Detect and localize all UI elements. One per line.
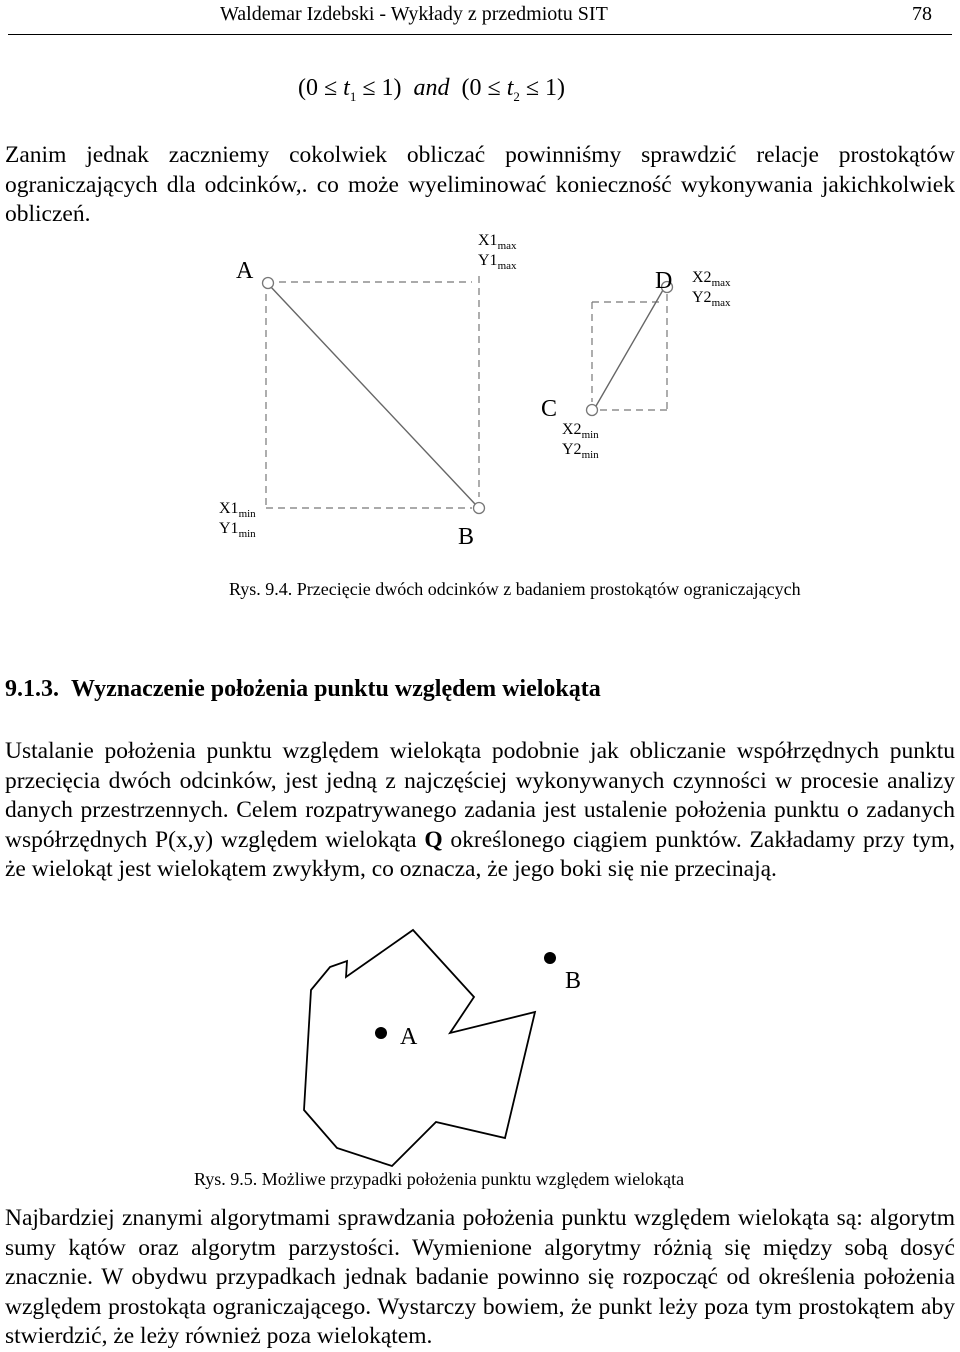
formula-subscript: 2 — [513, 88, 520, 104]
label-y2max: $Y2_{max}$ — [692, 289, 731, 310]
section-heading — [5, 676, 601, 703]
formula-operator: ≤ — [324, 75, 338, 101]
label-point-c: C — [541, 396, 558, 422]
page-number: 78 — [912, 3, 932, 25]
segment-cd — [596, 290, 663, 406]
label-point-a: A — [236, 258, 254, 284]
paragraph-point-in-polygon: Ustalanie położenia punktu względem wielokąta podobnie jak obliczanie współrzędnych punktu przecięcia dwóch odcinków, jest jedną z najczęściej wykonywanych czynności w procesie analizy danych przestrzennych. Celem rozpatrywanego zadania jest ustalenie położenia punktu o zadanych współrzędnych P(x,y) względem wielokąta Q określonego ciągiem punktów. Zakładamy przy tym, że wielokąt jest wielokątem zwykłym, co oznacza, że jego boki się nie przecinają. — [5, 738, 955, 882]
formula-operator: ≤ — [362, 75, 376, 101]
label-x1min: $X1_{min}$ — [219, 500, 256, 521]
formula-variable: t — [343, 75, 350, 101]
segment-ab — [270, 286, 475, 504]
figure1-caption: Rys. 9.4. Przecięcie dwóch odcinków z badaniem prostokątów ograniczających — [229, 579, 801, 599]
formula-subscript: 1 — [349, 88, 357, 104]
label-y1min: $Y1_{min}$ — [219, 520, 256, 541]
polygon-symbol: Q — [424, 826, 443, 853]
label-point-d: D — [655, 268, 673, 294]
formula-part: (0 — [298, 75, 318, 101]
formula-part: 1) — [381, 75, 402, 101]
formula-and: and — [413, 75, 450, 101]
label-y2min: $Y2_{min}$ — [562, 441, 599, 462]
header-title: Waldemar Izdebski - Wykłady z przedmiotu SIT — [220, 3, 608, 25]
formula-part: 1) — [545, 75, 566, 101]
paragraph-intro: Zanim jednak zaczniemy cokolwiek obliczać powinniśmy sprawdzić relacje prostokątów ograniczających dla odcinków,. co może wyeliminować konieczność wykonywania jakichkolwiek obliczeń. — [5, 142, 955, 227]
point-b-marker — [474, 503, 485, 514]
formula-operator: ≤ — [525, 75, 540, 101]
label-y1max: $Y1_{max}$ — [478, 252, 517, 273]
label-x2min: $X2_{min}$ — [562, 421, 599, 442]
formula-operator: ≤ — [487, 75, 501, 101]
point-a-marker — [263, 278, 274, 289]
section-title: Wyznaczenie położenia punktu względem wielokąta — [71, 676, 601, 702]
paragraph-algorithms: Najbardziej znanymi algorytmami sprawdzania położenia punktu względem wielokąta są: algorytm sumy kątów oraz algorytm parzystości. Wymienione algorytmy różnią się między sobą dosyć znacznie. W obydwu przypadkach jednak badanie powinno się rozpocząć od określenia położenia względem prostokąta ograniczającego. Wystarczy bowiem, że punkt leży poza tym prostokątem aby stwierdzić, że leży również poza wielokątem. — [5, 1205, 955, 1349]
label-point-b-fig2: B — [565, 968, 582, 994]
point-c-marker — [587, 405, 598, 416]
label-x1max: $X1_{max}$ — [478, 232, 517, 253]
section-number: 9.1.3. — [5, 676, 59, 702]
formula-variable: t — [506, 75, 514, 101]
label-point-a-fig2: A — [400, 1024, 418, 1050]
label-x2max: $X2_{max}$ — [692, 269, 731, 290]
formula-part: (0 — [461, 75, 482, 101]
label-point-b: B — [458, 524, 475, 550]
figure2-caption: Rys. 9.5. Możliwe przypadki położenia punktu względem wielokąta — [194, 1169, 685, 1189]
